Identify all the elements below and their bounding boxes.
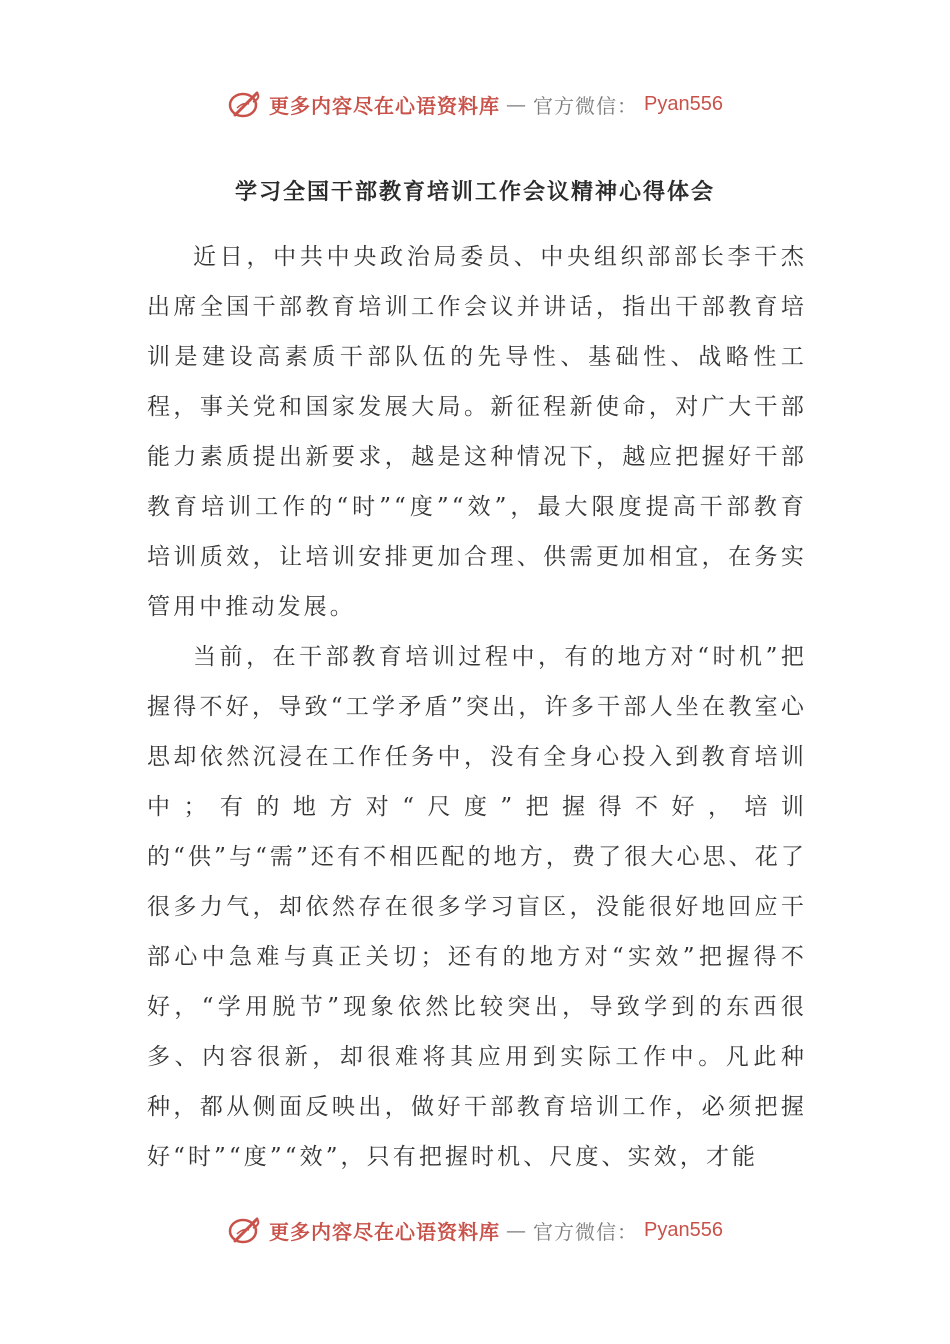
banner-dash: — (506, 92, 528, 116)
banner-wechat-id: Pyan556 (644, 1218, 723, 1241)
banner-wechat-id: Pyan556 (644, 92, 723, 115)
banner-wechat-label: 官方微信： (533, 93, 639, 118)
paragraph: 当前，在干部教育培训过程中，有的地方对“时机”把握得不好，导致“工学矛盾”突出，许多干部人坐在教室心思却依然沉浸在工作任务中，没有全身心投入到教育培训中；有的地方对“尺度”把握得不好，培训的“供”与“需”还有不相匹配的地方，费了很大心思、花了很多力气，却依然存在很多学习盲区，没能很好地回应干部心中急难与真正关切；还有的地方对“实效”把握得不好，“学用脱节”现象依然比较突出，导致学到的东西很多、内容很新，却很难将其应用到实际工作中。凡此种种，都从侧面反映出，做好干部教育培训工作，必须把握好“时”“度”“效”，只有把握时机、尺度、实效，才能 (147, 644, 807, 1170)
quill-logo-icon (227, 1214, 263, 1246)
banner-dash: — (506, 1218, 528, 1242)
banner-main-text: 更多内容尽在心语资料库 (269, 93, 501, 118)
paragraph: 近日，中共中央政治局委员、中央组织部部长李干杰出席全国干部教育培训工作会议并讲话，指出干部教育培训是建设高素质干部队伍的先导性、基础性、战略性工程，事关党和国家发展大局。新征程新使命，对广大干部能力素质提出新要求，越是这种情况下，越应把握好干部教育培训工作的“时”“度”“效”，最大限度提高干部教育培训质效，让培训安排更加合理、供需更加相宜，在务实管用中推动发展。 (147, 244, 807, 620)
header-watermark-banner (0, 84, 950, 124)
banner-wechat-label: 官方微信： (533, 1219, 639, 1244)
footer-watermark-banner (0, 1210, 950, 1250)
document-title: 学习全国干部教育培训工作会议精神心得体会 (234, 180, 715, 205)
banner-main-text: 更多内容尽在心语资料库 (269, 1219, 501, 1244)
quill-logo-icon (227, 88, 263, 120)
document-body (147, 232, 807, 1182)
